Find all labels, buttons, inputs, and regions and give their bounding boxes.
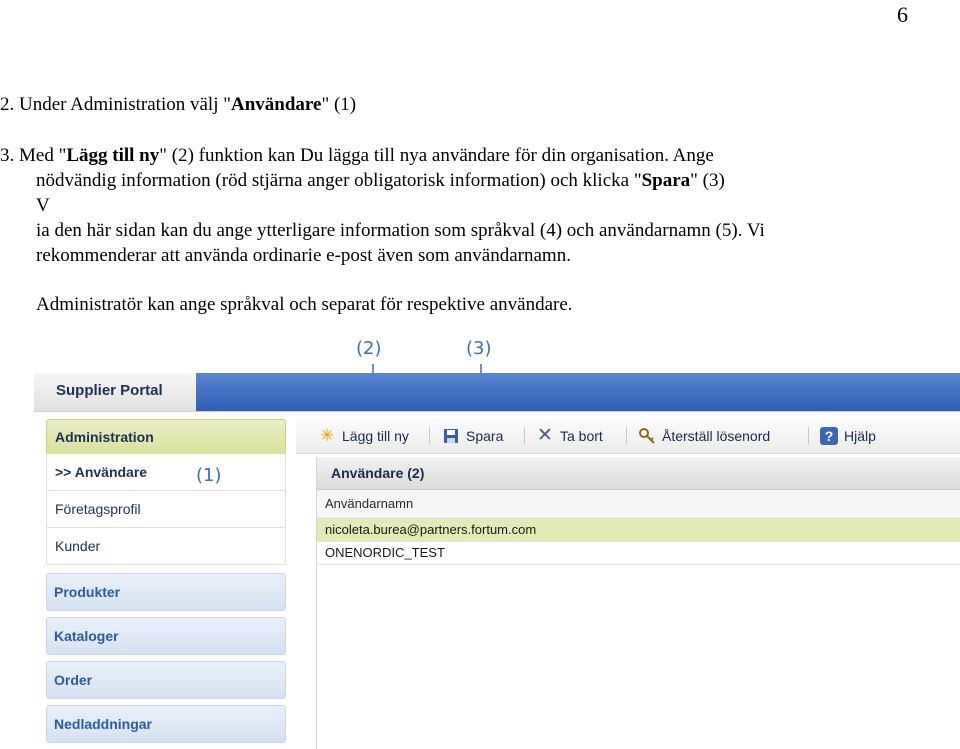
reset-password-button[interactable] (638, 419, 770, 453)
sidebar-section-label: Nedladdningar (54, 716, 153, 732)
sidebar-section-label: Order (54, 672, 93, 688)
grid-header (317, 457, 960, 490)
step-2-text (0, 92, 356, 117)
toolbar-separator (808, 427, 809, 445)
step-3-line-4: ia den här sidan kan du ange ytterligare information som språkval (4) och användarnamn (5). Vi (36, 220, 765, 241)
star-burst-icon: ✳ (319, 426, 335, 445)
key-icon (638, 427, 656, 445)
sidebar-item-label: Kunder (55, 538, 101, 554)
brand-title: Supplier Portal (56, 382, 163, 399)
add-new-button[interactable] (318, 419, 409, 453)
callout-2-label: (2) (356, 338, 382, 359)
admin-note: Administratör kan ange språkval och separat för respektive användare. (36, 294, 573, 315)
sidebar-item-label: >> Användare (55, 464, 148, 480)
save-label: Spara (466, 428, 504, 444)
sidebar-item-kunder[interactable] (46, 528, 286, 565)
sidebar-section-label: Kataloger (54, 628, 119, 644)
toolbar-separator (524, 427, 525, 445)
step-2-prefix: 2. Under Administration välj " (0, 94, 231, 115)
add-new-label: Lägg till ny (342, 428, 409, 444)
toolbar-separator (429, 427, 430, 445)
column-username-label: Användarnamn (325, 496, 414, 511)
delete-label: Ta bort (560, 428, 603, 444)
floppy-disk-icon (442, 427, 460, 445)
grid-title: Användare (2) (331, 465, 425, 481)
sidebar-section-produkter[interactable] (46, 573, 286, 611)
callout-3-label: (3) (466, 338, 492, 359)
sidebar-header-label: Administration (55, 429, 154, 445)
row-username: ONENORDIC_TEST (325, 545, 445, 560)
step-3-line-2 (36, 168, 725, 193)
sidebar-item-label: Företagsprofil (55, 501, 141, 517)
delete-button[interactable] (536, 419, 603, 453)
sidebar-item-anvandare[interactable] (46, 454, 286, 491)
toolbar-separator (626, 427, 627, 445)
callout-1-label: (1) (196, 465, 222, 486)
sidebar-item-foretagsprofil[interactable] (46, 491, 286, 528)
step-3-line-1-prefix: 3. Med " (0, 145, 67, 166)
grid-column-header[interactable] (317, 490, 960, 519)
reset-password-label: Återställ lösenord (662, 428, 771, 444)
sidebar-header-administration[interactable] (46, 419, 286, 455)
step-2-bold: Användare (230, 94, 322, 115)
toolbar (296, 419, 960, 454)
save-button[interactable] (442, 419, 503, 453)
step-3-line-2-bold: Spara (641, 170, 691, 191)
step-3-line-2-suffix: " (3) (690, 170, 725, 191)
portal-screenshot (34, 373, 960, 749)
step-3-line-1-suffix: " (2) funktion kan Du lägga till nya användare för din organisation. Ange (159, 145, 714, 166)
step-3-line-3: V (36, 195, 50, 216)
sidebar-section-nedladdningar[interactable] (46, 705, 286, 743)
step-3-line-2-prefix: nödvändig information (röd stjärna anger obligatorisk information) och klicka " (36, 170, 642, 191)
row-username: nicoleta.burea@partners.fortum.com (325, 522, 537, 537)
help-icon: ? (820, 427, 838, 445)
sidebar-section-order[interactable] (46, 661, 286, 699)
table-row[interactable] (317, 542, 960, 565)
page-number: 6 (897, 2, 908, 27)
brand-tab (34, 373, 196, 411)
x-icon: ✕ (537, 425, 553, 446)
table-row[interactable] (317, 519, 960, 542)
sidebar-section-kataloger[interactable] (46, 617, 286, 655)
step-3-line-1-bold: Lägg till ny (66, 145, 160, 166)
step-2-suffix: " (1) (321, 94, 357, 115)
step-3-line-1 (0, 143, 714, 168)
step-3-line-5: rekommenderar att använda ordinarie e-post även som användarnamn. (36, 245, 571, 266)
help-button[interactable] (820, 419, 876, 453)
users-grid (316, 457, 960, 749)
help-label: Hjälp (844, 428, 876, 444)
header-bar (196, 373, 960, 411)
sidebar-section-label: Produkter (54, 584, 121, 600)
